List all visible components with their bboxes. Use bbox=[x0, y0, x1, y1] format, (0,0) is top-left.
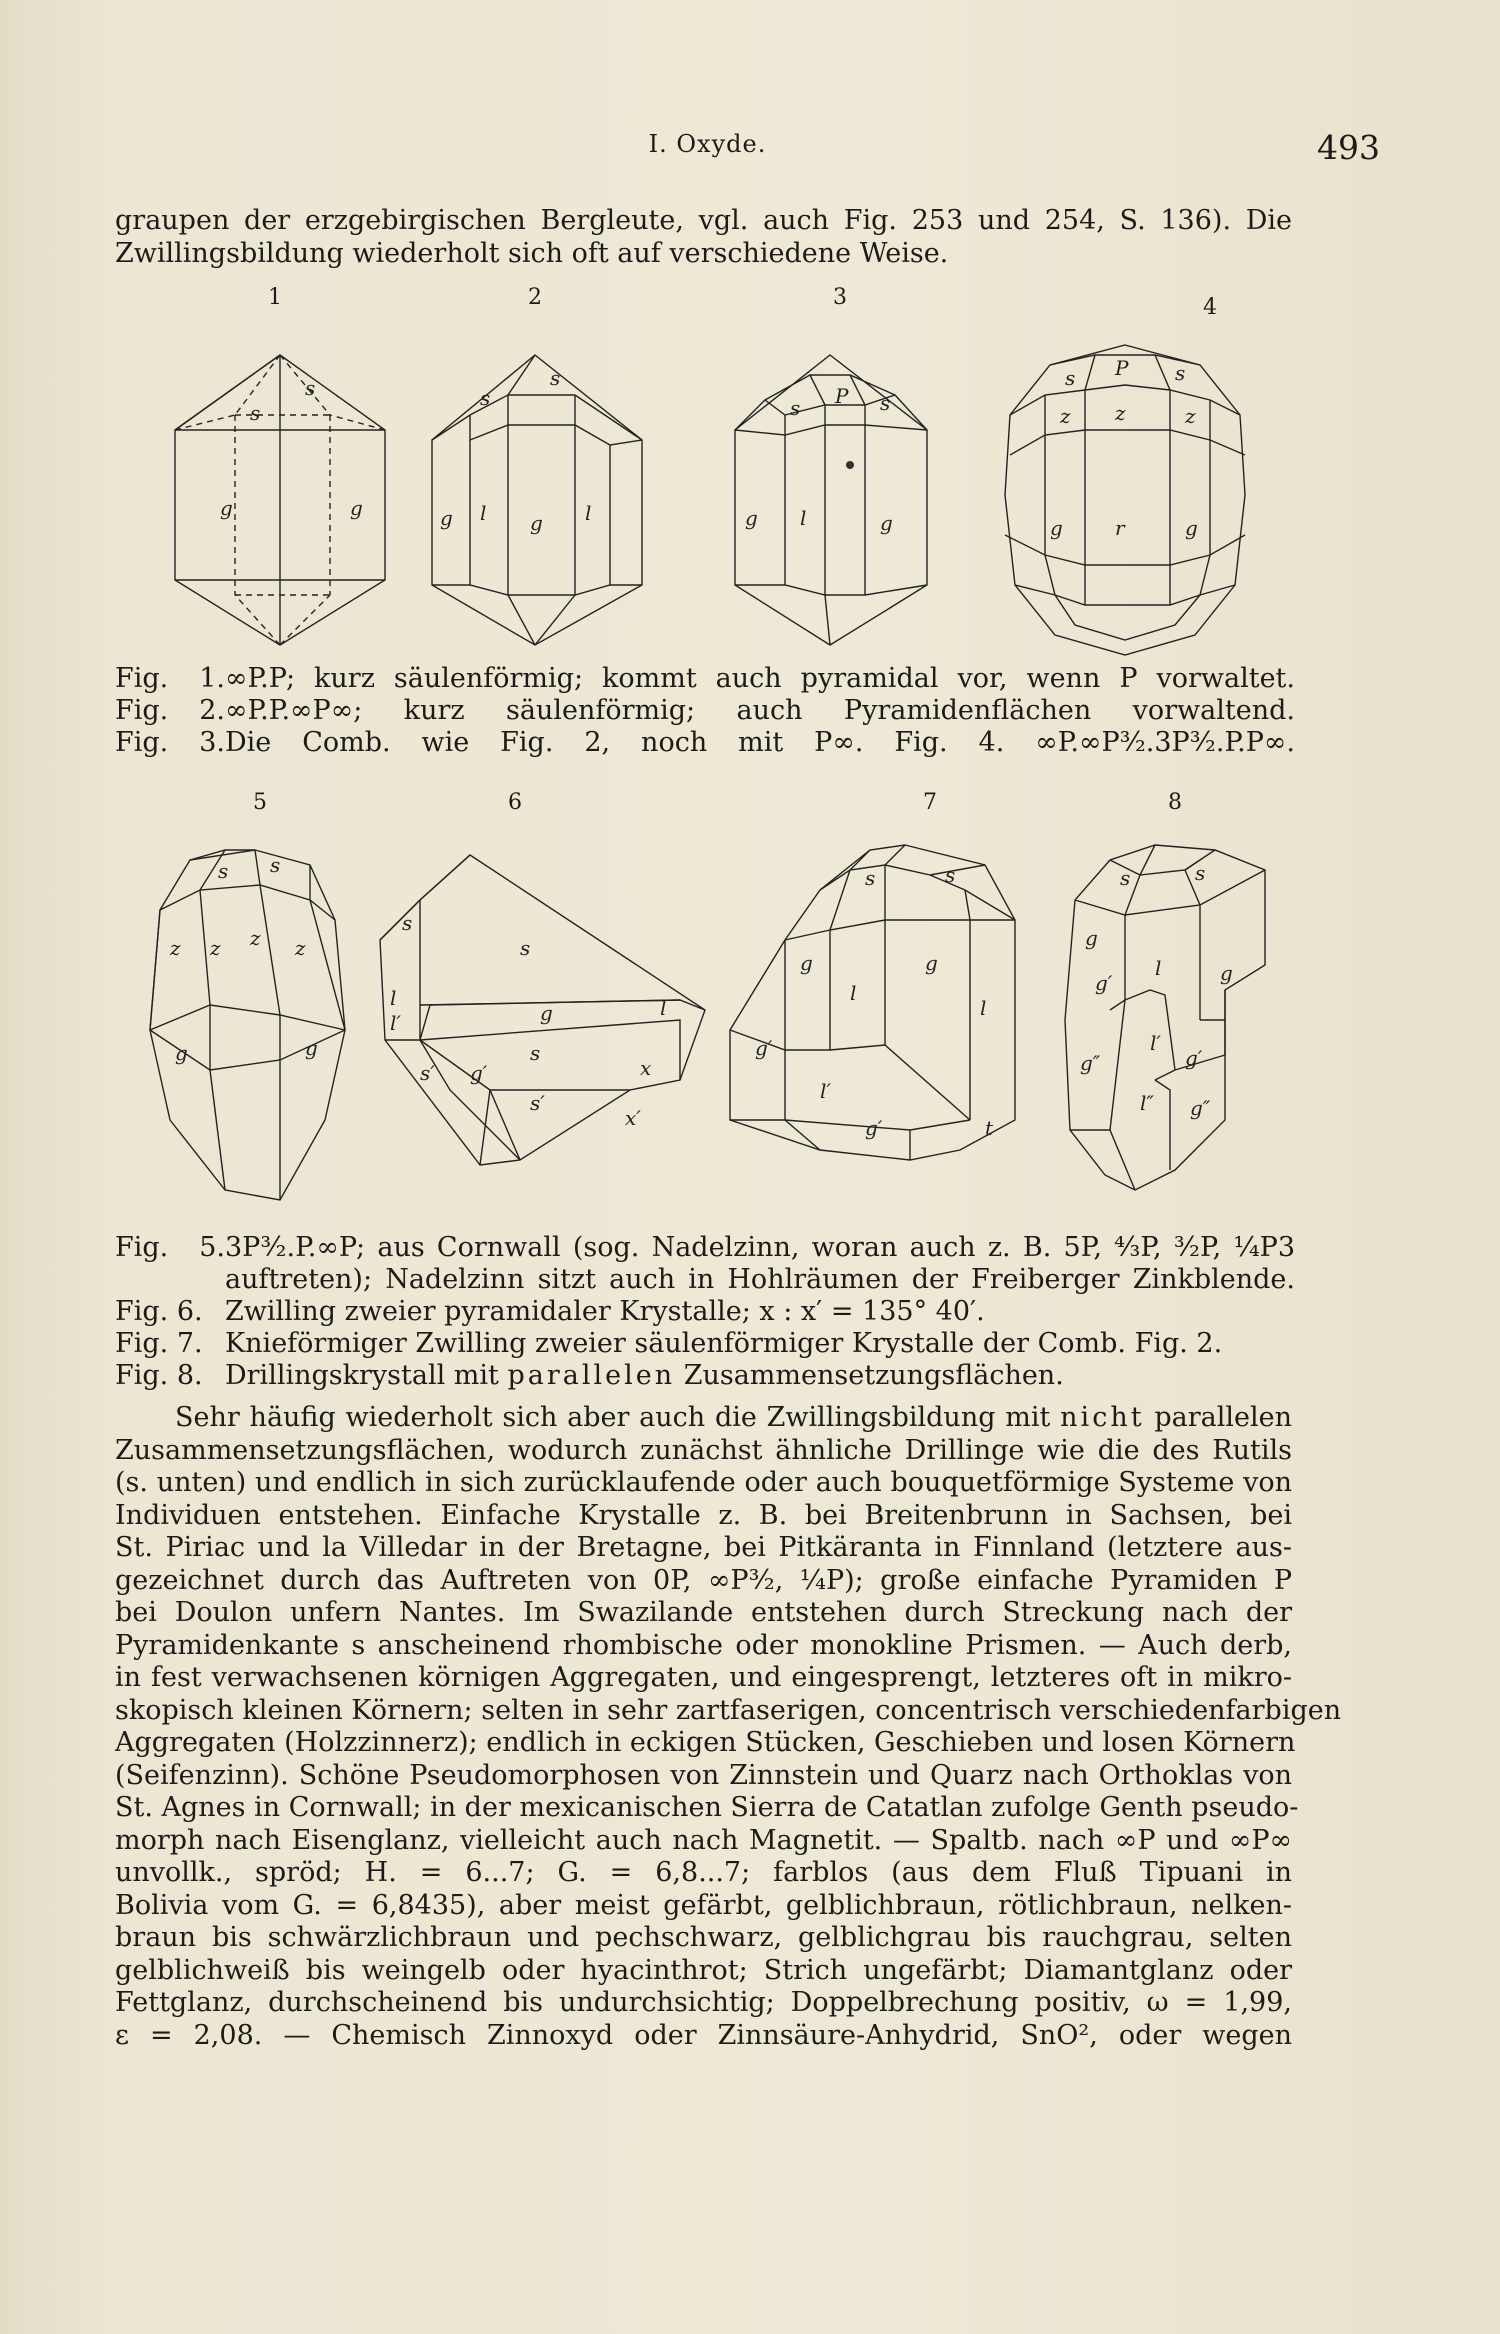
face-label: g bbox=[540, 1001, 553, 1025]
crystal-drawing-5 bbox=[130, 790, 360, 1210]
caption-fig-2: Fig. 2.∞P.P.∞P∞; kurz säulenförmig; auch Pyramidenflächen vorwaltend. bbox=[115, 695, 1295, 726]
face-label: z bbox=[210, 936, 221, 960]
figure-number: 4 bbox=[1203, 295, 1217, 320]
face-label: z bbox=[1115, 401, 1126, 425]
text-line: morph nach Eisenglanz, vielleicht auch nach Magnetit. — Spaltb. nach ∞P und ∞P∞ bbox=[115, 1824, 1292, 1856]
text-line: Pyramidenkante s anscheinend rhombische oder monokline Prismen. — Auch derb, bbox=[115, 1629, 1292, 1661]
figure-number: 2 bbox=[528, 285, 542, 310]
text-line: St. Agnes in Cornwall; in der mexicanischen Sierra de Catatlan zufolge Genth pseudo- bbox=[115, 1792, 1299, 1823]
face-label: s bbox=[530, 1041, 541, 1065]
crystal-figure-2 bbox=[420, 285, 670, 655]
text-line: gezeichnet durch das Auftreten von 0P, ∞P³⁄₂, ¼P); große einfache Pyramiden P bbox=[115, 1564, 1292, 1596]
face-label: x′ bbox=[625, 1106, 641, 1130]
face-label: s′ bbox=[530, 1091, 545, 1115]
text-line: Zwillingsbildung wiederholt sich oft auf verschiedene Weise. bbox=[115, 237, 949, 269]
body-paragraph bbox=[115, 1402, 1342, 2052]
face-label: s bbox=[880, 391, 891, 415]
face-label: l′ bbox=[1150, 1031, 1161, 1055]
face-label: s bbox=[402, 911, 413, 935]
page-number: 493 bbox=[1317, 128, 1380, 167]
face-label: s bbox=[520, 936, 531, 960]
text-line: unvollk., spröd; H. = 6...7; G. = 6,8...7; farblos (aus dem Fluß Tipuani in bbox=[115, 1857, 1292, 1888]
face-label: z bbox=[1185, 404, 1196, 428]
face-label: s bbox=[1120, 866, 1131, 890]
text-line: (s. unten) und endlich in sich zurücklaufende oder auch bouquetförmige Systeme von bbox=[115, 1467, 1292, 1498]
face-label: s bbox=[250, 401, 261, 425]
caption-fig-8: Fig. 8. Drillingskrystall mit parallelen Zusammensetzungsflächen. bbox=[115, 1360, 1064, 1391]
face-label: s bbox=[305, 376, 316, 400]
crystal-drawing-7 bbox=[710, 790, 1020, 1210]
captions-row-1 bbox=[115, 663, 1295, 759]
chapter-title: I. Oxyde. bbox=[648, 130, 767, 158]
text-line: bei Doulon unfern Nantes. Im Swazilande entstehen durch Streckung nach der bbox=[115, 1597, 1292, 1628]
face-label: g′ bbox=[1185, 1046, 1203, 1070]
caption-fig-1: Fig. 1.∞P.P; kurz säulenförmig; kommt auch pyramidal vor, wenn P vorwaltet. bbox=[115, 663, 1295, 694]
face-label: P bbox=[835, 384, 849, 408]
figure-number: 6 bbox=[508, 790, 522, 815]
face-label: l bbox=[390, 986, 397, 1010]
face-label: g bbox=[925, 951, 938, 975]
face-label: s bbox=[865, 866, 876, 890]
running-header bbox=[115, 128, 1380, 170]
caption-fig-7: Fig. 7. Knieförmiger Zwilling zweier säulenförmiger Krystalle der Comb. Fig. 2. bbox=[115, 1328, 1223, 1359]
face-label: l bbox=[585, 501, 592, 525]
crystal-drawing-1 bbox=[155, 285, 405, 655]
face-label: g bbox=[1220, 961, 1233, 985]
face-label: r bbox=[1115, 516, 1125, 540]
crystal-figure-6 bbox=[360, 790, 720, 1210]
text-line: gelblichweiß bis weingelb oder hyacinthrot; Strich ungefärbt; Diamantglanz oder bbox=[115, 1954, 1292, 1986]
caption-fig-6: Fig. 6. Zwilling zweier pyramidaler Krystalle; x : x′ = 135° 40′. bbox=[115, 1296, 985, 1327]
crystal-drawing-2 bbox=[420, 285, 670, 655]
face-label: g bbox=[175, 1041, 188, 1065]
face-label: s′ bbox=[420, 1061, 435, 1085]
figure-number: 5 bbox=[253, 790, 267, 815]
face-label: z bbox=[170, 936, 181, 960]
crystal-drawing-4 bbox=[995, 295, 1255, 665]
face-label: l′ bbox=[820, 1079, 831, 1103]
face-label: g bbox=[530, 511, 543, 535]
mark-dot bbox=[846, 461, 854, 469]
text-line: Individuen entstehen. Einfache Krystalle z. B. bei Breitenbrunn in Sachsen, bei bbox=[115, 1499, 1292, 1531]
figure-number: 1 bbox=[268, 285, 282, 310]
crystal-figure-1 bbox=[155, 285, 405, 655]
text-line: Zusammensetzungsflächen, wodurch zunächst ähnliche Drillinge wie die des Rutils bbox=[115, 1434, 1292, 1466]
caption-fig-5-cont: auftreten); Nadelzinn sitzt auch in Hohlräumen der Freiberger Zinkblende. bbox=[225, 1264, 1295, 1295]
face-label: z bbox=[295, 936, 306, 960]
text-line: graupen der erzgebirgischen Bergleute, vgl. auch Fig. 253 und 254, S. 136). Die bbox=[115, 205, 1292, 236]
face-label: g bbox=[800, 951, 813, 975]
face-label: g′ bbox=[755, 1036, 773, 1060]
face-label: l bbox=[1155, 956, 1162, 980]
face-label: P bbox=[1115, 356, 1129, 380]
face-label: g bbox=[220, 496, 233, 520]
face-label: s bbox=[1195, 861, 1206, 885]
face-label: l bbox=[660, 996, 667, 1020]
face-label: s bbox=[945, 863, 956, 887]
crystal-figure-4 bbox=[995, 295, 1255, 665]
figure-number: 7 bbox=[923, 790, 937, 815]
text-line: St. Piriac und la Villedar in der Bretagne, bei Pitkäranta in Finnland (letztere aus- bbox=[115, 1532, 1292, 1563]
face-label: s bbox=[480, 386, 491, 410]
intro-paragraph bbox=[115, 205, 1292, 270]
face-label: z bbox=[1060, 404, 1071, 428]
text-line: (Seifenzinn). Schöne Pseudomorphosen von Zinnstein und Quarz nach Orthoklas von bbox=[115, 1759, 1292, 1791]
text-line: Aggregaten (Holzzinnerz); endlich in eckigen Stücken, Geschieben und losen Körnern bbox=[115, 1727, 1296, 1758]
crystal-drawing-3 bbox=[705, 285, 955, 655]
face-label: g bbox=[745, 506, 758, 530]
face-label: g bbox=[305, 1036, 318, 1060]
text-line: Fettglanz, durchscheinend bis undurchsichtig; Doppelbrechung positiv, ω = 1,99, bbox=[115, 1987, 1292, 2018]
captions-row-2 bbox=[115, 1232, 1295, 1392]
face-label: x bbox=[640, 1056, 652, 1080]
face-label: l bbox=[800, 506, 807, 530]
face-label: g″ bbox=[1190, 1096, 1211, 1120]
figure-row-1 bbox=[115, 285, 1315, 665]
crystal-figure-5 bbox=[130, 790, 360, 1210]
face-label: l′ bbox=[390, 1011, 401, 1035]
figure-number: 8 bbox=[1168, 790, 1182, 815]
face-label: g bbox=[880, 511, 893, 535]
face-label: s bbox=[790, 396, 801, 420]
text-line: in fest verwachsenen körnigen Aggregaten, und eingesprengt, letzteres oft in mikro- bbox=[115, 1662, 1292, 1693]
text-line: Bolivia vom G. = 6,8435), aber meist gefärbt, gelblichbraun, rötlichbraun, nelken- bbox=[115, 1889, 1292, 1921]
crystal-drawing-6 bbox=[360, 790, 720, 1210]
face-label: g bbox=[350, 496, 363, 520]
face-label: z bbox=[250, 926, 261, 950]
face-label: l bbox=[980, 996, 987, 1020]
face-label: l bbox=[480, 501, 487, 525]
face-label: g bbox=[1185, 516, 1198, 540]
caption-fig-3-4: Fig. 3.Die Comb. wie Fig. 2, noch mit P∞. Fig. 4. ∞P.∞P³⁄₂.3P³⁄₂.P.P∞. bbox=[115, 727, 1295, 758]
crystal-drawing-8 bbox=[1050, 790, 1280, 1210]
face-label: t bbox=[985, 1116, 994, 1140]
face-label: s bbox=[270, 853, 281, 877]
face-label: g′ bbox=[1095, 971, 1113, 995]
text-line: Sehr häufig wiederholt sich aber auch die Zwillingsbildung mit nicht parallelen bbox=[175, 1402, 1292, 1433]
face-label: g bbox=[1085, 926, 1098, 950]
face-label: g′ bbox=[470, 1061, 488, 1085]
caption-fig-5: Fig. 5.3P³⁄₂.P.∞P; aus Cornwall (sog. Nadelzinn, woran auch z. B. 5P, ⁴⁄₃P, ³⁄₂P, ¼P3 bbox=[115, 1232, 1295, 1263]
face-label: g″ bbox=[1080, 1051, 1101, 1075]
face-label: g′ bbox=[865, 1116, 883, 1140]
figure-number: 3 bbox=[833, 285, 847, 310]
face-label: s bbox=[218, 859, 229, 883]
face-label: l bbox=[850, 981, 857, 1005]
crystal-figure-7 bbox=[710, 790, 1020, 1210]
text-line: braun bis schwärzlichbraun und pechschwarz, gelblichgrau bis rauchgrau, selten bbox=[115, 1922, 1292, 1953]
crystal-figure-8 bbox=[1050, 790, 1280, 1210]
text-line: skopisch kleinen Körnern; selten in sehr zartfaserigen, concentrisch verschiedenfarbigen bbox=[115, 1694, 1342, 1726]
face-label: s bbox=[1175, 361, 1186, 385]
crystal-figure-3 bbox=[705, 285, 955, 655]
face-label: g bbox=[440, 506, 453, 530]
figure-row-2 bbox=[115, 790, 1315, 1220]
text-line: ε = 2,08. — Chemisch Zinnoxyd oder Zinnsäure-Anhydrid, SnO², oder wegen bbox=[115, 2019, 1292, 2051]
face-label: s bbox=[1065, 366, 1076, 390]
face-label: g bbox=[1050, 516, 1063, 540]
face-label: l″ bbox=[1140, 1091, 1154, 1115]
face-label: s bbox=[550, 366, 561, 390]
